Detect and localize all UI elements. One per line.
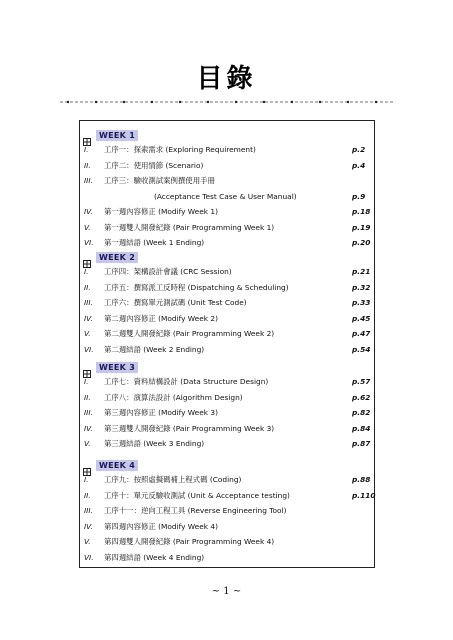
toc-entry[interactable] [80,221,374,235]
entry-number: III. [84,176,93,185]
week-heading [80,251,138,263]
entry-title: 工序五：撰寫派工反時程 (Dispatching & Scheduling) [104,282,289,292]
entry-title: 工序三：驗收測試案例撰使用手冊 [104,176,215,185]
entry-number: IV. [84,521,93,531]
toc-entry[interactable] [80,406,374,420]
entry-title: 第三週結語 (Week 3 Ending) [104,439,205,448]
entry-page: p.4 [352,160,366,170]
entry-title: 工序九：按照虛擬碼補上程式碼 (Coding) [104,475,242,484]
entry-title: 第一週內容修正 (Modify Week 1) [104,207,218,216]
toc-entry[interactable] [80,236,374,250]
entry-number: V. [84,222,91,232]
entry-title: 工序四：架構設計會議 (CRC Session) [104,267,232,276]
toc-entry[interactable] [80,375,374,389]
entry-title: 工序二：使用情節 (Scenario) [104,160,204,170]
toc-entry[interactable] [80,159,374,173]
entry-title: 第二週內容修正 (Modify Week 2) [104,313,218,323]
entry-number: IV. [84,423,93,433]
week-label: WEEK 2 [96,252,138,263]
entry-number: I. [84,145,89,154]
entry-title: 第四週內容修正 (Modify Week 4) [104,521,218,531]
entry-page: p.47 [352,329,371,338]
entry-title: 第三週內容修正 (Modify Week 3) [104,408,218,417]
entry-page: p.20 [352,238,371,247]
entry-page: p.2 [352,145,366,154]
toc-entry[interactable] [80,174,374,188]
toc-entry[interactable] [80,422,374,436]
entry-title: 第四週結語 (Week 4 Ending) [104,552,205,562]
dotted-divider [60,99,395,105]
entry-page: p.19 [352,222,371,232]
entry-page: p.54 [352,344,371,354]
entry-page: p.18 [352,207,371,216]
entry-number: II. [84,490,91,500]
entry-title: 第二週結語 (Week 2 Ending) [104,344,205,354]
toc-entry[interactable] [80,281,374,295]
toc-entry[interactable] [80,473,374,487]
entry-number: II. [84,282,91,292]
entry-page: p.33 [352,298,371,307]
toc-entry[interactable] [80,520,374,534]
week-heading [80,129,138,141]
entry-title: 工序十：單元反驗收測試 (Unit & Acceptance testing) [104,490,290,500]
entry-title: 工序八：演算法設計 (Algorithm Design) [104,392,243,402]
entry-number: III. [84,408,93,417]
entry-number: VI. [84,238,94,247]
toc-entry[interactable] [80,551,374,565]
toc-entry[interactable] [80,143,374,157]
square-bullet-icon [83,363,91,371]
entry-number: I. [84,377,89,386]
entry-title: 第四週雙人開發紀錄 (Pair Programming Week 4) [104,537,275,546]
entry-page: p.62 [352,392,371,402]
toc-entry[interactable] [80,489,374,503]
entry-title: 第三週雙人開發紀錄 (Pair Programming Week 3) [104,423,275,433]
entry-number: IV. [84,207,93,216]
entry-number: V. [84,439,91,448]
entry-page: p.9 [352,191,366,201]
week-heading [80,361,138,373]
entry-page: p.88 [352,475,371,484]
entry-number: VI. [84,552,94,562]
entry-title: 工序七：資料結構設計 (Data Structure Design) [104,377,269,386]
entry-title: 第一週雙人開發紀錄 (Pair Programming Week 1) [104,222,275,232]
entry-page: p.32 [352,282,371,292]
toc-entry[interactable] [80,343,374,357]
entry-title: 工序一：探索需求 (Exploring Requirement) [104,145,256,154]
page-title: 目錄 [196,64,257,94]
toc-entry[interactable] [80,190,374,204]
entry-title: 第二週雙人開發紀錄 (Pair Programming Week 2) [104,329,275,338]
entry-number: V. [84,329,91,338]
toc-entry[interactable] [80,504,374,518]
week-label: WEEK 3 [96,362,138,373]
entry-number: III. [84,298,93,307]
entry-number: VI. [84,344,94,354]
entry-title: 工序六：撰寫單元測試碼 (Unit Test Code) [104,298,247,307]
entry-page: p.82 [352,408,371,417]
toc-entry[interactable] [80,265,374,279]
entry-title: 工序十一：逆向工程工具 (Reverse Engineering Tool) [104,506,287,515]
entry-page: p.21 [352,267,371,276]
week-heading [80,459,138,471]
entry-page: p.84 [352,423,371,433]
square-bullet-icon [83,131,91,139]
toc-entry[interactable] [80,391,374,405]
entry-number: V. [84,537,91,546]
square-bullet-icon [83,461,91,469]
square-bullet-icon [83,253,91,261]
entry-number: IV. [84,313,93,323]
entry-page: p.110 [352,490,376,500]
entry-number: I. [84,267,89,276]
table-of-contents [79,120,375,568]
week-label: WEEK 1 [96,130,138,141]
entry-number: I. [84,475,89,484]
page-number: ~ 1 ~ [211,586,242,597]
toc-entry[interactable] [80,296,374,310]
week-label: WEEK 4 [96,460,138,471]
entry-page: p.57 [352,377,371,386]
entry-number: II. [84,392,91,402]
entry-number: II. [84,160,91,170]
entry-title: (Acceptance Test Case & User Manual) [154,191,297,201]
entry-page: p.45 [352,313,371,323]
toc-entry[interactable] [80,205,374,219]
entry-page: p.87 [352,439,371,448]
toc-entry[interactable] [80,312,374,326]
toc-entry[interactable] [80,535,374,549]
toc-entry[interactable] [80,437,374,451]
entry-number: III. [84,506,93,515]
entry-title: 第一週結語 (Week 1 Ending) [104,238,205,247]
toc-entry[interactable] [80,327,374,341]
